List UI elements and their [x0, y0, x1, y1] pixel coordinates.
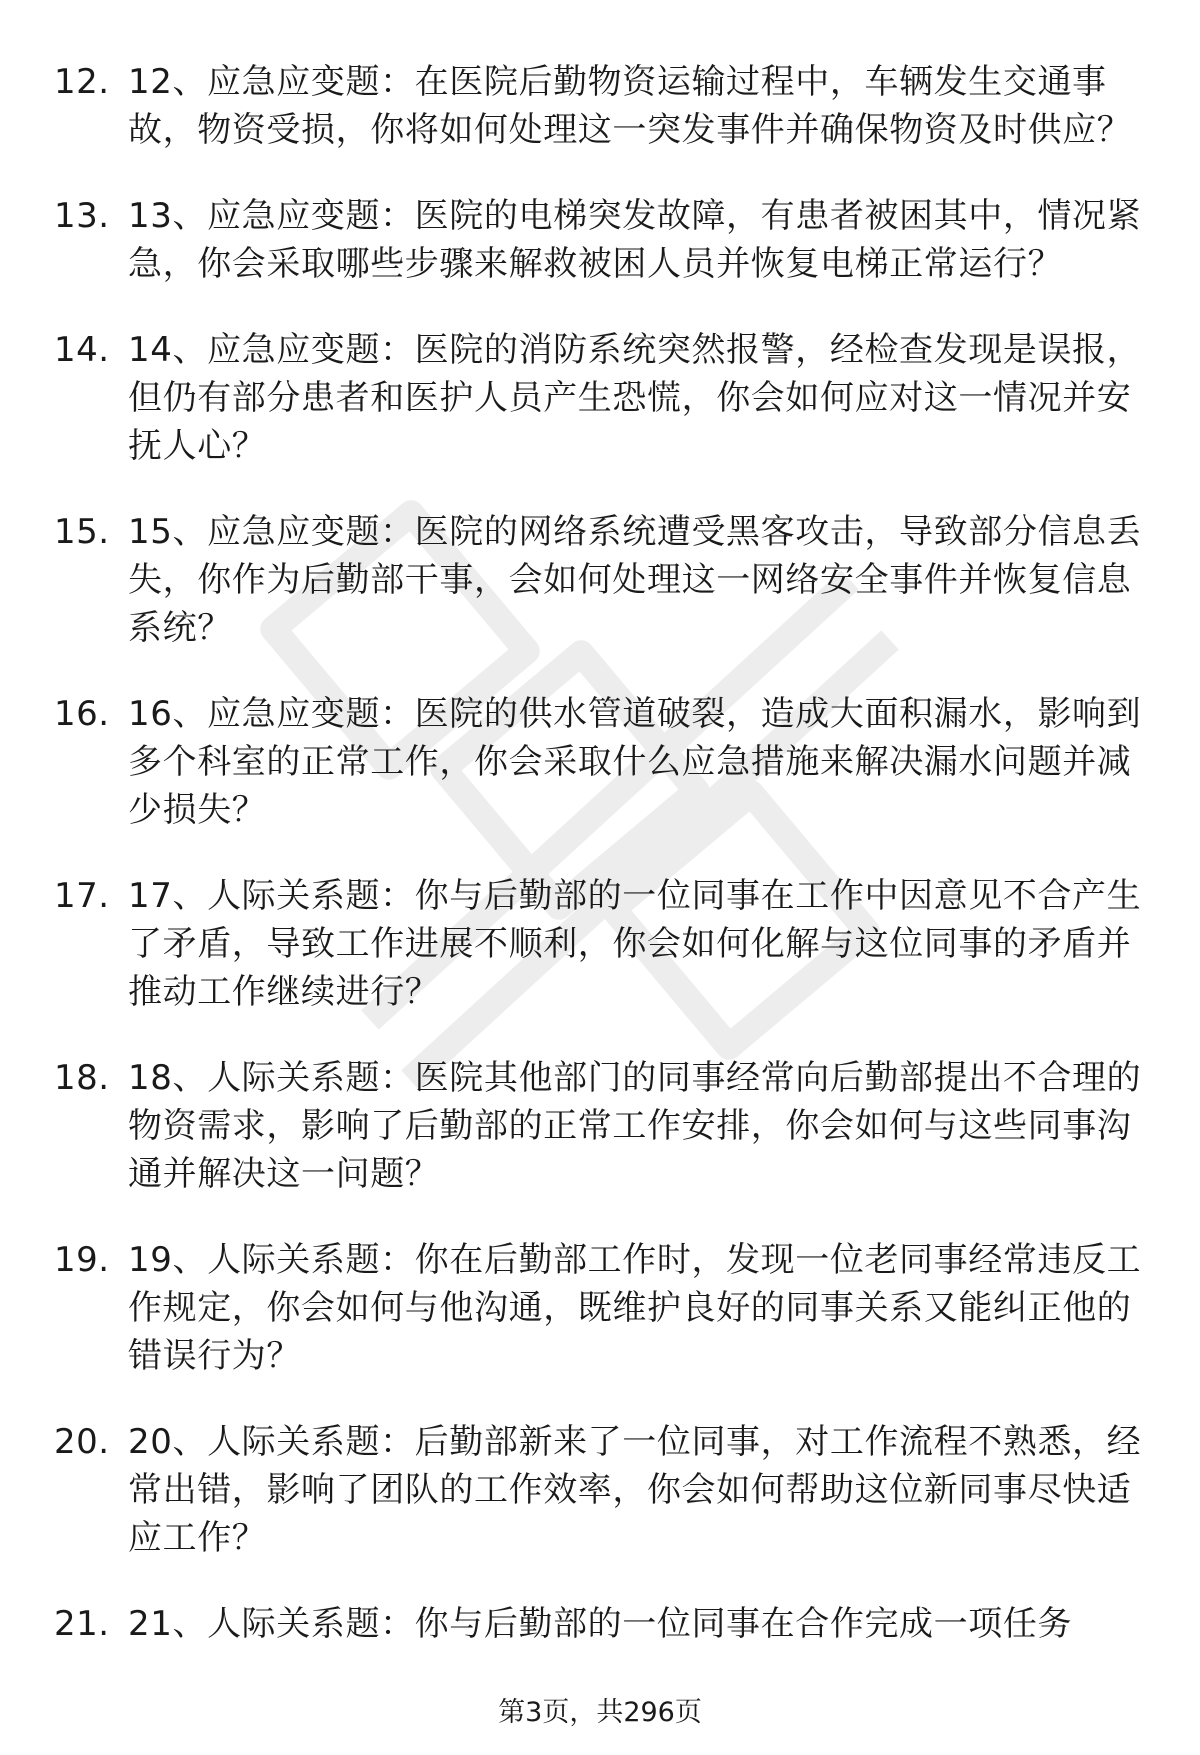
question-item — [54, 1600, 1144, 1648]
question-list — [54, 58, 1144, 1686]
question-item — [54, 1418, 1144, 1562]
question-text: 13、应急应变题：医院的电梯突发故障，有患者被困其中，情况紧急，你会采取哪些步骤来解救被困人员并恢复电梯正常运行？ — [128, 196, 1142, 284]
question-text: 18、人际关系题：医院其他部门的同事经常向后勤部提出不合理的物资需求，影响了后勤部的正常工作安排，你会如何与这些同事沟通并解决这一问题？ — [128, 1058, 1142, 1194]
question-item — [54, 58, 1144, 154]
question-item — [54, 1054, 1144, 1198]
question-item — [54, 192, 1144, 288]
question-text: 20、人际关系题：后勤部新来了一位同事，对工作流程不熟悉，经常出错，影响了团队的工作效率，你会如何帮助这位新同事尽快适应工作？ — [128, 1422, 1142, 1558]
question-number: 15. — [54, 512, 110, 552]
question-text: 16、应急应变题：医院的供水管道破裂，造成大面积漏水，影响到多个科室的正常工作，你会采取什么应急措施来解决漏水问题并减少损失？ — [128, 694, 1142, 830]
question-number: 12. — [54, 62, 110, 102]
question-number: 16. — [54, 694, 110, 734]
question-number: 13. — [54, 196, 110, 236]
question-item — [54, 1236, 1144, 1380]
question-number: 20. — [54, 1422, 110, 1462]
question-item — [54, 326, 1144, 470]
question-number: 17. — [54, 876, 110, 916]
question-item — [54, 690, 1144, 834]
question-text: 14、应急应变题：医院的消防系统突然报警，经检查发现是误报，但仍有部分患者和医护人员产生恐慌，你会如何应对这一情况并安抚人心？ — [128, 330, 1142, 466]
question-number: 18. — [54, 1058, 110, 1098]
question-number: 19. — [54, 1240, 110, 1280]
question-text: 12、应急应变题：在医院后勤物资运输过程中，车辆发生交通事故，物资受损，你将如何处理这一突发事件并确保物资及时供应？ — [128, 62, 1132, 150]
question-text: 21、人际关系题：你与后勤部的一位同事在合作完成一项任务 — [128, 1604, 1073, 1644]
page-footer: 第3页，共296页 — [498, 1697, 702, 1728]
question-item — [54, 872, 1144, 1016]
question-number: 14. — [54, 330, 110, 370]
question-text: 15、应急应变题：医院的网络系统遭受黑客攻击，导致部分信息丢失，你作为后勤部干事，会如何处理这一网络安全事件并恢复信息系统？ — [128, 512, 1142, 648]
question-text: 17、人际关系题：你与后勤部的一位同事在工作中因意见不合产生了矛盾，导致工作进展不顺利，你会如何化解与这位同事的矛盾并推动工作继续进行？ — [128, 876, 1142, 1012]
question-item — [54, 508, 1144, 652]
question-text: 19、人际关系题：你在后勤部工作时，发现一位老同事经常违反工作规定，你会如何与他沟通，既维护良好的同事关系又能纠正他的错误行为？ — [128, 1240, 1142, 1376]
question-number: 21. — [54, 1604, 110, 1644]
